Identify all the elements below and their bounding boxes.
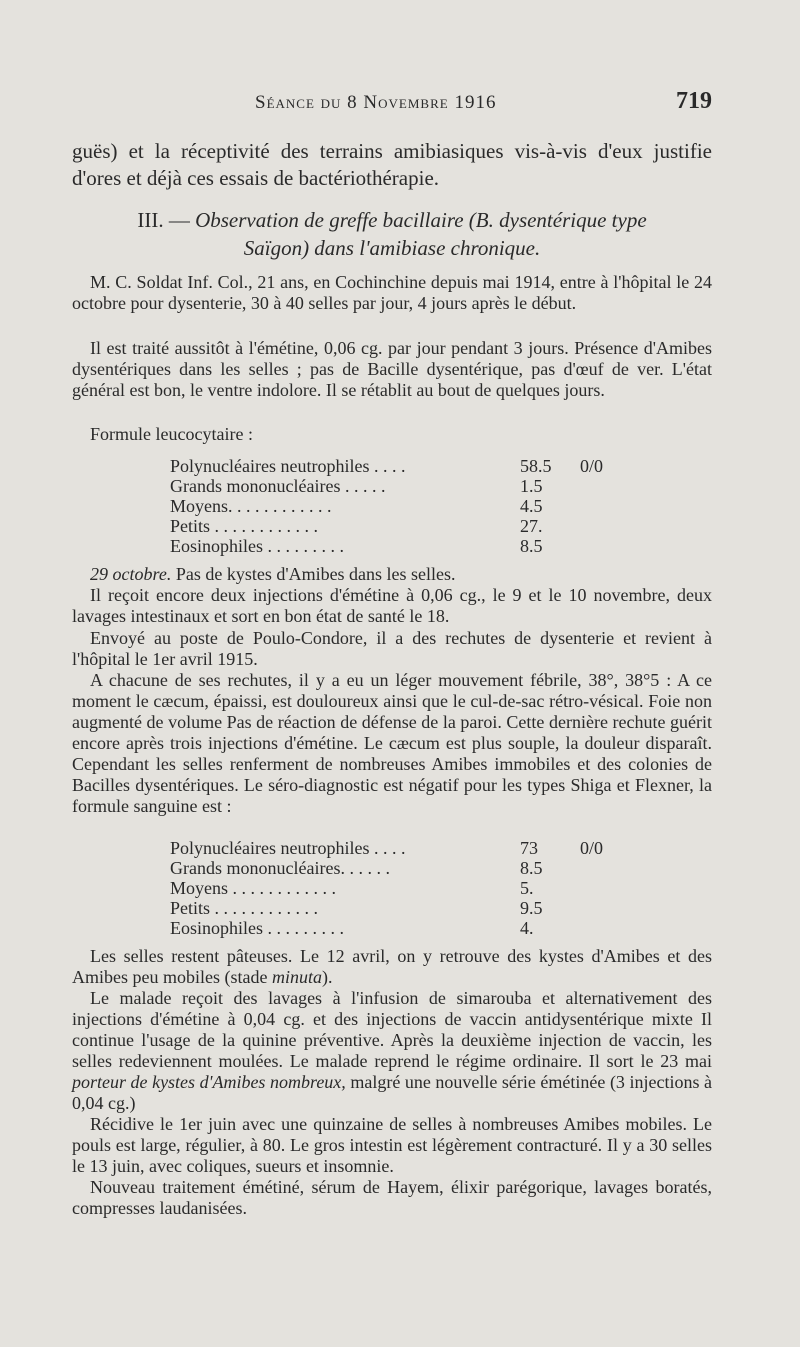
row-value: 27. — [520, 516, 543, 536]
blood-formula-table — [170, 838, 640, 938]
section-number: III. — — [137, 208, 190, 232]
intro-text: guës) et la réceptivité des terrains amibiasiques vis-à-vis d'eux justifie d'ores et déjà ces essais de bactériothérapie. — [72, 139, 712, 190]
row-value: 1.5 — [520, 476, 543, 496]
p6-text: Envoyé au poste de Poulo-Condore, il a des rechutes de dysenterie et revient à l'hôpital le 1er avril 1915. — [72, 628, 712, 669]
section-title-line1 — [72, 206, 712, 234]
table-row — [170, 456, 640, 476]
table-row — [170, 476, 640, 496]
row-value: 4.5 — [520, 496, 543, 516]
row-label: Moyens. . . . . . . . . . . . — [170, 496, 332, 516]
leucocyte-table — [170, 456, 640, 556]
paragraph-p4 — [72, 564, 712, 585]
table-row — [170, 918, 640, 938]
p8-body: Les selles restent pâteuses. Le 12 avril, on y retrouve des kystes d'Amibes et des Amibes peu mobiles (stade — [72, 946, 712, 987]
paragraph-p8 — [72, 946, 712, 988]
table-row — [170, 496, 640, 516]
p7-text: A chacune de ses rechutes, il y a eu un léger mouvement fébrile, 38°, 38°5 : A ce moment le cæcum, épaissi, est douloureux ainsi que le cul-de-sac rétro-vésical. Foie non augmenté de volume Pas de réaction de défense de la paroi. Cette dernière rechute guérit encore après trois injections d'émétine. Le cæcum est plus souple, la douleur disparaît. Cependant les selles renferment de nombreuses Amibes immobiles et des colonies de Bacilles dysentériques. Le séro-diagnostic est négatif pour les types Shiga et Flexner, la formule sanguine est : — [72, 670, 712, 816]
p4-body: Pas de kystes d'Amibes dans les selles. — [171, 564, 456, 584]
p8-italic: minuta — [271, 967, 322, 987]
section-title-part2: Saïgon) dans l'amibiase chronique. — [243, 236, 541, 260]
row-label: Grands mononucléaires . . . . . — [170, 476, 386, 496]
running-title: Séance du 8 Novembre 1916 — [255, 92, 497, 113]
p5-text: Il reçoit encore deux injections d'émétine à 0,06 cg., le 9 et le 10 novembre, deux lavages intestinaux et sort en bon état de santé le 18. — [72, 585, 712, 626]
p2-text: Il est traité aussitôt à l'émétine, 0,06 cg. par jour pendant 3 jours. Présence d'Amibes dysentériques dans les selles ; pas de Bacille dysentérique, pas d'œuf de ver. L'état général est bon, le ventre indolore. Il se rétablit au bout de quelques jours. — [72, 338, 712, 400]
row-unit: 0/0 — [580, 456, 604, 476]
row-label: Polynucléaires neutrophiles . . . . — [170, 838, 406, 858]
row-label: Eosinophiles . . . . . . . . . — [170, 918, 344, 938]
paragraph-p7 — [72, 670, 712, 817]
section-title-line2 — [72, 234, 712, 262]
p4-text — [72, 564, 712, 585]
row-value: 9.5 — [520, 898, 543, 918]
row-label: Grands mononucléaires. . . . . . — [170, 858, 390, 878]
paragraph-p5 — [72, 585, 712, 627]
table-row — [170, 838, 640, 858]
intro-paragraph — [72, 138, 712, 192]
paragraph-p11 — [72, 1177, 712, 1219]
table-row — [170, 858, 640, 878]
row-label: Petits . . . . . . . . . . . . — [170, 516, 319, 536]
paragraph-p1 — [72, 272, 712, 314]
p4-date: 29 octobre. — [90, 564, 172, 584]
p1-text: M. C. Soldat Inf. Col., 21 ans, en Cochinchine depuis mai 1914, entre à l'hôpital le 24 octobre pour dysenterie, 30 à 40 selles par jour, 4 jours après le début. — [72, 272, 712, 313]
p10-text: Récidive le 1er juin avec une quinzaine de selles à nombreuses Amibes mobiles. Le pouls est large, régulier, à 80. Le gros intestin est légèrement contracturé. Il y a 30 selles le 13 juin, avec coliques, sueurs et insomnie. — [72, 1114, 712, 1176]
row-label: Polynucléaires neutrophiles . . . . — [170, 456, 406, 476]
p8-end: ). — [321, 967, 333, 987]
p9-body: Le malade reçoit des lavages à l'infusion de simarouba et alternativement des injections d'émétine à 0,04 cg. et des injections de vaccin antidysentérique mixte Il continue l'usage de la quinine préventive. Après la deuxième injection de vaccin, les selles redeviennent moulées. Le malade reprend le régime ordinaire. Il sort le 23 mai — [72, 988, 712, 1071]
section-heading — [72, 206, 712, 262]
section-title-part1: Observation de greffe bacillaire (B. dysentérique type — [195, 208, 647, 232]
page-header — [0, 88, 800, 118]
paragraph-p3 — [72, 424, 712, 445]
p8-text — [72, 946, 712, 988]
table-row — [170, 536, 640, 556]
p9-end: malgré une nouvelle série émétinée (3 injections à 0,04 cg.) — [72, 1072, 712, 1113]
p9-italic: porteur de kystes d'Amibes nombreux, — [72, 1072, 346, 1092]
table-row — [170, 878, 640, 898]
p9-text — [72, 988, 712, 1114]
row-value: 8.5 — [520, 536, 543, 556]
row-label: Eosinophiles . . . . . . . . . — [170, 536, 344, 556]
paragraph-p2 — [72, 338, 712, 401]
row-value: 4. — [520, 918, 534, 938]
row-value: 8.5 — [520, 858, 543, 878]
row-label: Moyens . . . . . . . . . . . . — [170, 878, 336, 898]
table-row — [170, 516, 640, 536]
table-row — [170, 898, 640, 918]
row-value: 5. — [520, 878, 534, 898]
paragraph-p9 — [72, 988, 712, 1114]
p3-text: Formule leucocytaire : — [90, 424, 253, 444]
row-value: 73 — [520, 838, 538, 858]
row-label: Petits . . . . . . . . . . . . — [170, 898, 319, 918]
p11-text: Nouveau traitement émétiné, sérum de Hayem, élixir parégorique, lavages boratés, compresses laudanisées. — [72, 1177, 712, 1218]
row-unit: 0/0 — [580, 838, 604, 858]
paragraph-p10 — [72, 1114, 712, 1177]
paragraph-p6 — [72, 628, 712, 670]
row-value: 58.5 — [520, 456, 552, 476]
page-number: 719 — [676, 88, 712, 114]
